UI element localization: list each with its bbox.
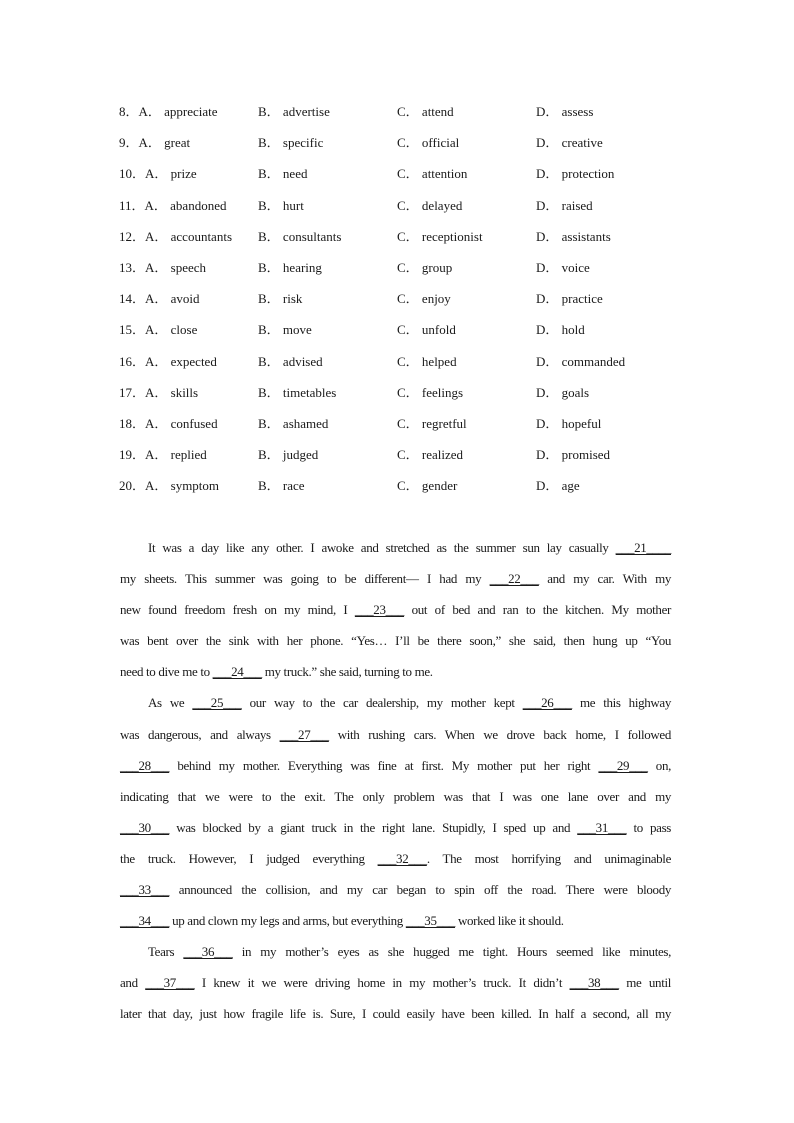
passage-text: I knew it we were driving home in my mother’s truck. It didn’t: [194, 975, 570, 991]
passage-text: me until: [618, 975, 671, 991]
answer-blank-32: ___32___: [377, 850, 427, 866]
option-a: 12．A． accountants: [119, 228, 233, 244]
answer-blank-23: ___23___: [354, 602, 405, 618]
passage-text: new found freedom fresh on my mind, I: [120, 602, 355, 618]
answer-blank-33: ___33___: [120, 882, 170, 898]
answer-blank-30: ___30___: [120, 819, 170, 835]
passage-line: [120, 661, 671, 692]
option-a: 18．A． confused: [119, 415, 218, 431]
option-c: C． regretful: [397, 415, 467, 431]
option-b: B． timetables: [258, 384, 337, 400]
option-b: B． advertise: [258, 104, 330, 119]
option-b: B． race: [258, 478, 305, 494]
option-a: 17．A． skills: [119, 384, 199, 400]
passage-text: need to dive me to: [120, 664, 213, 680]
option-c: C． attend: [397, 104, 454, 119]
passage-line: [120, 537, 671, 568]
option-a: 14．A． avoid: [119, 291, 200, 307]
option-b: B． move: [258, 322, 312, 338]
passage-text: in my mother’s eyes as she hugged me tight. Hours seemed like minutes,: [232, 944, 671, 960]
option-c: C． group: [397, 259, 453, 275]
passage-text: our way to the car dealership, my mother kept: [241, 695, 523, 711]
option-b: B． advised: [258, 353, 323, 369]
option-a: 11．A． abandoned: [119, 197, 227, 213]
passage-text: later that day, just how fragile life is. Sure, I could easily have been killed. In half a second, all my: [120, 1006, 671, 1022]
passage-line: [120, 848, 671, 879]
option-row-11: [119, 195, 699, 226]
answer-blank-36: ___36___: [183, 944, 233, 960]
passage-text: on,: [647, 757, 671, 773]
option-c: C． feelings: [397, 384, 464, 400]
option-b: B． specific: [258, 135, 324, 151]
option-row-13: [119, 257, 699, 288]
passage-line: [120, 755, 671, 786]
option-c: C． receptionist: [397, 228, 483, 244]
option-b: B． hurt: [258, 197, 304, 213]
passage-text: announced the collision, and my car began to spin off the road. There were bloody: [169, 882, 671, 898]
passage-line: [120, 692, 671, 723]
option-c: C． realized: [397, 447, 464, 463]
answer-blank-21: ___21____: [615, 540, 671, 555]
option-row-9: [119, 132, 699, 163]
option-d: D． promised: [536, 447, 611, 463]
answer-blank-27: ___27___: [279, 726, 329, 742]
option-a: 8．A． appreciate: [119, 104, 218, 119]
option-a: 20．A． symptom: [119, 478, 220, 494]
passage-line: [120, 724, 671, 755]
passage-line: [120, 941, 671, 972]
option-d: D． protection: [536, 166, 615, 182]
option-row-15: [119, 319, 699, 350]
passage-line: [120, 972, 671, 1003]
option-d: D． practice: [536, 291, 603, 307]
passage-line: [120, 599, 671, 630]
answer-blank-25: ___25___: [192, 695, 242, 711]
option-row-17: [119, 382, 699, 413]
answer-blank-28: ___28___: [120, 757, 170, 773]
option-d: D． goals: [536, 384, 590, 400]
answer-blank-34: ___34___: [120, 913, 170, 929]
cloze-passage: [120, 537, 671, 1035]
option-d: D． voice: [536, 259, 590, 275]
option-d: D． raised: [536, 197, 593, 213]
passage-text: my truck.” she said, turning to me.: [261, 664, 433, 680]
option-row-16: [119, 351, 699, 382]
answer-blank-35: ___35___: [405, 913, 456, 929]
option-a: 10．A． prize: [119, 166, 197, 182]
option-a: 9．A． great: [119, 135, 191, 151]
option-d: D． assistants: [536, 228, 611, 244]
option-a: 13．A． speech: [119, 259, 207, 275]
options-list: [119, 101, 699, 506]
option-b: B． judged: [258, 447, 319, 463]
passage-text: out of bed and ran to the kitchen. My mother: [404, 602, 671, 618]
option-b: B． need: [258, 166, 308, 182]
option-c: C． attention: [397, 166, 468, 182]
option-d: D． hopeful: [536, 415, 602, 431]
passage-text: was dangerous, and always: [120, 726, 280, 742]
passage-text: indicating that we were to the exit. The only problem was that I was one lane over and my: [120, 788, 671, 804]
passage-text: . The most horrifying and unimaginable: [426, 850, 671, 866]
answer-blank-26: ___26___: [522, 695, 572, 711]
passage-text: It was a day like any other. I awoke and stretched as the summer sun lay casually: [148, 540, 616, 555]
passage-text: to pass: [626, 819, 671, 835]
option-d: D． creative: [536, 135, 603, 151]
passage-line: [120, 817, 671, 848]
option-row-12: [119, 226, 699, 257]
option-row-18: [119, 413, 699, 444]
option-row-19: [119, 444, 699, 475]
option-c: C． helped: [397, 353, 457, 369]
option-d: D． age: [536, 478, 580, 494]
passage-text: up and clown my legs and arms, but everything: [169, 913, 406, 929]
passage-text: As we: [148, 695, 193, 711]
option-a: 15．A． close: [119, 322, 198, 338]
option-d: D． assess: [536, 104, 594, 119]
option-b: B． hearing: [258, 259, 322, 275]
passage-text: Tears: [148, 944, 184, 960]
option-b: B． ashamed: [258, 415, 329, 431]
passage-text: my sheets. This summer was going to be different— I had my: [120, 571, 490, 587]
option-row-10: [119, 163, 699, 194]
passage-line: [120, 568, 671, 599]
passage-line: [120, 786, 671, 817]
option-c: C． unfold: [397, 322, 456, 338]
passage-line: [120, 879, 671, 910]
passage-text: me this highway: [571, 695, 671, 711]
passage-text: behind my mother. Everything was fine at first. My mother put her right: [169, 757, 599, 773]
answer-blank-24: ___24___: [212, 664, 262, 680]
option-row-8: [119, 101, 699, 132]
option-b: B． consultants: [258, 228, 342, 244]
option-a: 16．A． expected: [119, 353, 217, 369]
answer-blank-38: ___38___: [569, 975, 619, 991]
answer-blank-29: ___29___: [598, 757, 648, 773]
option-d: D． commanded: [536, 353, 626, 369]
option-row-14: [119, 288, 699, 319]
passage-text: worked like it should.: [455, 913, 564, 929]
passage-line: [120, 1003, 671, 1034]
answer-blank-22: ___22___: [489, 571, 539, 587]
option-b: B． risk: [258, 291, 303, 307]
option-c: C． official: [397, 135, 460, 151]
passage-text: and my car. With my: [538, 571, 671, 587]
answer-blank-31: ___31___: [577, 819, 627, 835]
passage-text: with rushing cars. When we drove back home, I followed: [328, 726, 671, 742]
option-a: 19．A． replied: [119, 447, 207, 463]
passage-line: [120, 630, 671, 661]
passage-text: the truck. However, I judged everything: [120, 850, 378, 866]
option-d: D． hold: [536, 322, 585, 338]
passage-text: and: [120, 975, 146, 991]
passage-text: was bent over the sink with her phone. “Yes… I’ll be there soon,” she said, then hung up “You: [120, 633, 671, 649]
answer-blank-37: ___37___: [145, 975, 195, 991]
option-c: C． gender: [397, 478, 458, 494]
passage-text: was blocked by a giant truck in the right lane. Stupidly, I sped up and: [169, 819, 578, 835]
option-row-20: [119, 475, 699, 506]
passage-line: [120, 910, 671, 941]
option-c: C． enjoy: [397, 291, 451, 307]
option-c: C． delayed: [397, 197, 463, 213]
